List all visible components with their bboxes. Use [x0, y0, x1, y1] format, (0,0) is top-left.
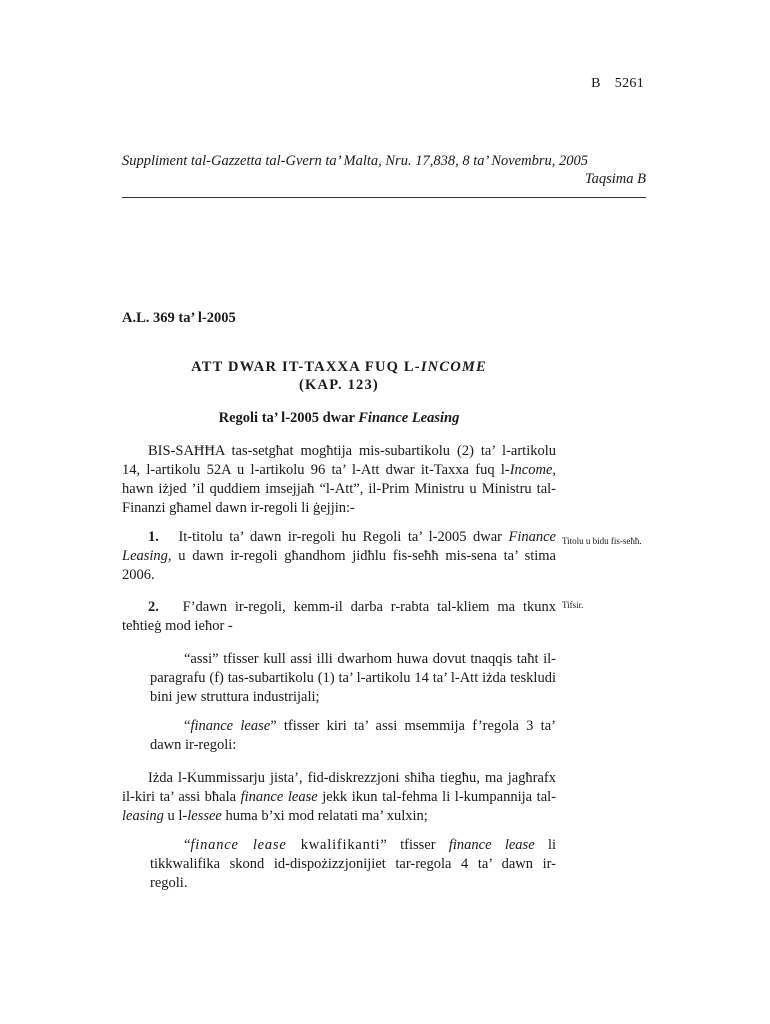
preamble-paragraph — [122, 442, 556, 518]
act-title — [122, 358, 556, 394]
proviso-text-1: Iżda l-Kummissarju jista’, fid-diskrezzjoni sħiħa tiegħu, ma jagħrafx il-kiri ta’ assi bħala — [122, 770, 556, 805]
gazette-supplement-line: Suppliment tal-Gazzetta tal-Gvern ta’ Malta, Nru. 17,838, 8 ta’ Novembru, 2005 — [122, 153, 588, 169]
regulation-1 — [122, 528, 556, 585]
header-divider — [122, 197, 646, 198]
regulations-title-prefix: Regoli ta’ l-2005 dwar — [218, 410, 359, 426]
page-number-value: 5261 — [614, 76, 644, 91]
proviso-text-4: huma b’xi mod relatati ma’ xulxin; — [221, 808, 428, 824]
qualifying-text-1: ” tfisser — [380, 837, 449, 853]
act-title-main: ATT DWAR IT-TAXXA FUQ L- — [191, 359, 421, 375]
regulation-2 — [122, 598, 556, 636]
qualifying-word: kwalifikanti — [286, 837, 381, 853]
definition-assi-text: “assi” tfisser kull assi illi dwarhom huwa dovut tnaqqis taħt il-paragrafu (f) tas-subartikolu (1) ta’ l-artikolu 14 ta’ l-Att iżda teskludi bini jew struttura industrijali; — [150, 651, 556, 705]
definition-assi — [150, 650, 556, 707]
regulation-2-number: 2. — [148, 599, 159, 615]
qualifying-text-2: li tikkwalifika skond id-dispożizzjonijiet tar-regola 4 ta’ dawn ir-regoli. — [150, 837, 556, 891]
proviso-italic-2: leasing — [122, 808, 164, 824]
regulations-title — [122, 410, 556, 427]
margin-note-title-commencement: Titolu u bidu fis-seħħ. — [562, 536, 642, 546]
regulation-2-text: F’dawn ir-regoli, kemm-il darba r-rabta tal-kliem ma tkunx teħtieġ mod ieħor - — [122, 599, 556, 634]
legal-notice-number: A.L. 369 ta’ l-2005 — [122, 310, 236, 326]
proviso-text-3: u l- — [163, 808, 188, 824]
regulation-1-text-2: u dawn ir-regoli għandhom jidħlu fis-seħħ mis-sena ta’ stima 2006. — [122, 548, 556, 583]
page-number — [0, 76, 644, 92]
preamble-text-2: hawn iżjed ’il quddiem imsejjaħ “l-Att”, il-Prim Ministru u Ministru tal-Finanzi għamel dawn ir-regoli li ġejjin:- — [122, 481, 556, 516]
qualifying-italic: finance lease — [448, 837, 535, 853]
act-chapter: (KAP. 123) — [299, 377, 379, 393]
finance-lease-definition: ” tfisser kiri ta’ assi msemmija f’regola 3 ta’ dawn ir-regoli: — [150, 718, 556, 753]
margin-note-interpretation: Tifsir. — [562, 600, 584, 610]
proviso-italic-3: lessee — [187, 808, 222, 824]
regulation-1-number: 1. — [148, 529, 159, 545]
finance-lease-term: finance lease — [190, 718, 271, 734]
preamble-italic: Income, — [509, 462, 556, 478]
definition-finance-lease: “finance lease” tfisser kiri ta’ assi msemmija f’regola 3 ta’ dawn ir-regoli: — [150, 718, 556, 753]
regulation-1-text-1: It-titolu ta’ dawn ir-regoli hu Regoli ta’ l-2005 dwar — [178, 529, 509, 545]
proviso-italic-1: finance lease — [240, 789, 318, 805]
gazette-part: Taqsima B — [584, 171, 646, 187]
act-title-italic: INCOME — [420, 359, 487, 375]
proviso-paragraph — [122, 769, 556, 826]
proviso-text-2: jekk ikun tal-fehma li l-kumpannija tal- — [317, 789, 556, 805]
regulation-1-italic: Finance Leasing, — [122, 529, 556, 564]
page-prefix: B — [591, 76, 601, 91]
regulations-title-italic: Finance Leasing — [358, 410, 460, 426]
preamble-text-1: BIS-SAĦĦA tas-setgħat mogħtija mis-subartikolu (2) ta’ l-artikolu 14, l-artikolu 52A u l-artikolu 96 ta’ l-Att dwar it-Taxxa fuq l- — [122, 443, 556, 478]
definition-qualifying-finance-lease: “finance lease kwalifikanti” tfisser finance lease li tikkwalifika skond id-dispożizzjonijiet tar-regola 4 ta’ dawn ir-regoli. — [150, 837, 556, 891]
qualifying-term: finance lease — [190, 837, 287, 853]
